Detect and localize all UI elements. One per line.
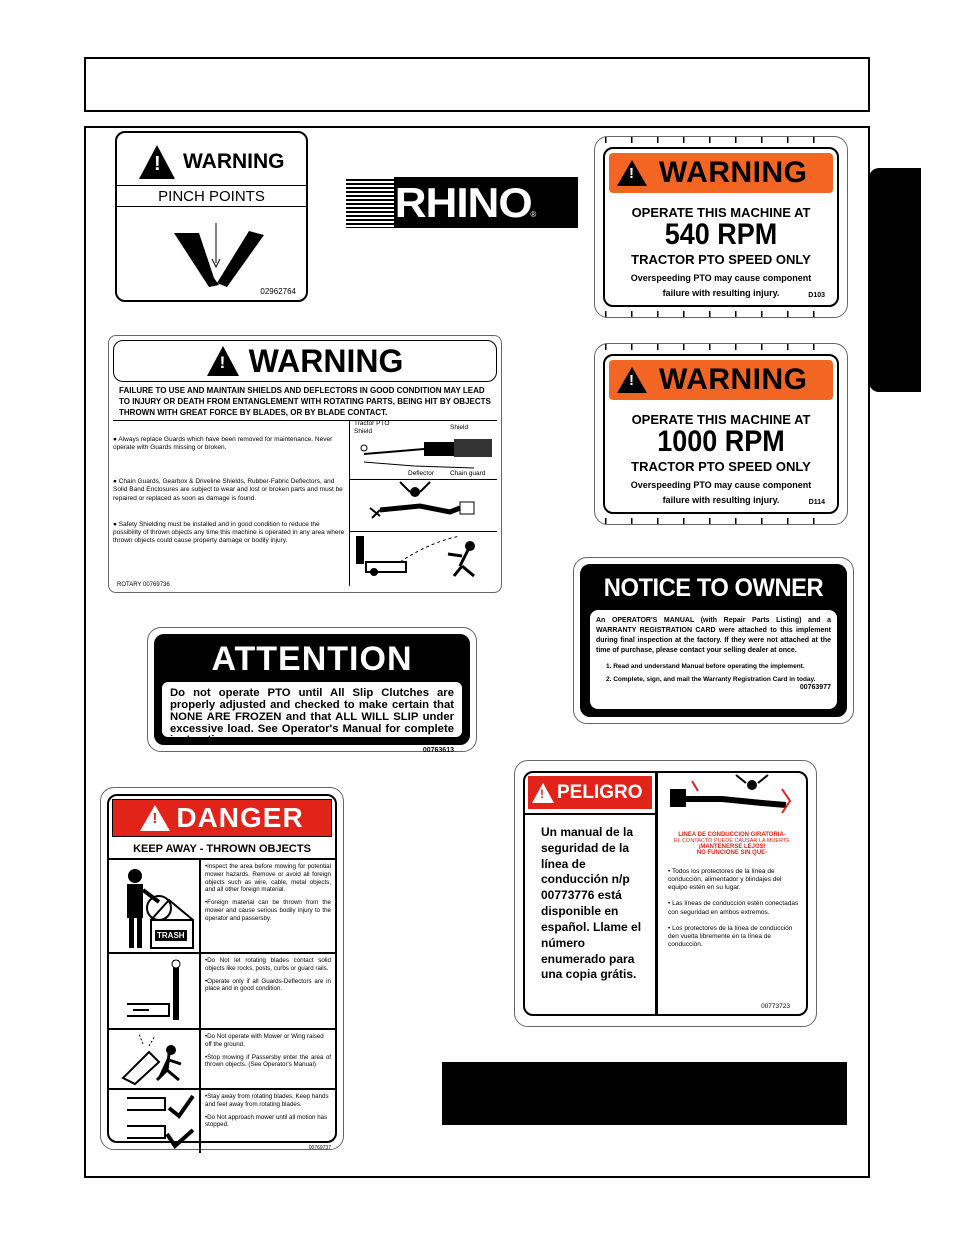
attention-code: 00763613 <box>422 747 454 755</box>
peligro-left-text: Un manual de la seguridad de la línea de conducción n/p 00773776 está disponible en español. Llame el número enumerado para una copia grátis. <box>541 825 642 982</box>
blade-post-icon <box>109 954 201 1030</box>
rpm1000-header: ! WARNING <box>609 360 833 400</box>
logo-stripes <box>346 177 394 228</box>
logo-registered: ® <box>530 210 537 219</box>
peligro-header: ! PELIGRO <box>528 776 652 809</box>
danger-header: ! DANGER <box>112 799 332 837</box>
pinch-code: 02962764 <box>260 287 296 296</box>
rpm1000-line1: OPERATE THIS MACHINE AT <box>631 412 811 427</box>
warning-triangle-icon: ! <box>617 160 647 186</box>
rpm540-decal <box>594 136 848 318</box>
rpm1000-line4: failure with resulting injury. <box>662 495 780 505</box>
peligro-decal: ! PELIGRO Un manual de la seguridad de la línea de conducción n/p 00773776 está disponible en español. Llame el número enumerado para una copia grátis. LINEA DE CONDUCCION GIRATORIA- EL CONTACTO PUEDE CAUSAR LA MUERTE ¡MANTENERSE LEJOS! NO FUNCIONE SIN QUE- • Todos los protectores de la línea de conducción, alimentador y blindajes del equipo estén en su lugar. • Las líneas de conducción estén conectadas con seguridad en ambos extremos. • Los protectores de la línea de conducción den vuelta libremente en la línea de conducción. 00773723 <box>514 760 817 1027</box>
notice-body: An OPERATOR'S MANUAL (with Repair Parts Listing) and a WARRANTY REGISTRATION CARD were attached to this implement during final inspection at the factory. If they were not attached at the time of purchase, please contact your selling dealer at once. <box>596 617 831 655</box>
attention-decal <box>147 627 477 755</box>
peligro-red-3: ¡MANTENERSE LEJOS! <box>698 844 766 850</box>
shield-bullet-2: ● Chain Guards, Gearbox & Driveline Shields, Rubber-Fabric Deflectors, and Solid Band Enclosures are subject to wear and lost or broken parts and must be repaired or replaced as soon as damage is found. <box>113 478 343 502</box>
shield-headline: FAILURE TO USE AND MAINTAIN SHIELDS AND DEFLECTORS IN GOOD CONDITION MAY LEAD TO INJURY OR DEATH FROM ENTANGLEMENT WITH ROTATING PARTS, BEING HIT BY OBJECTS THROWN WITH GREAT FORCE BY BLADES, OR BY BLADE CONTACT. <box>119 386 491 417</box>
trash-label: TRASH <box>157 931 185 940</box>
pinch-point-icon <box>169 223 269 293</box>
hands-feet-icon-cell <box>109 1090 201 1153</box>
post-icon-cell <box>109 954 201 1028</box>
rpm540-code: D103 <box>808 292 825 299</box>
rpm540-line1: OPERATE THIS MACHINE AT <box>631 205 811 220</box>
warning-triangle-icon: ! <box>207 346 239 376</box>
pinch-points-decal <box>115 131 308 302</box>
logo-text: RHINO <box>394 178 532 226</box>
warning-triangle-icon: ! <box>617 367 647 393</box>
danger-code: 00769737 <box>308 1145 331 1151</box>
shield-code: ROTARY 00769736 <box>117 582 170 588</box>
attention-title: ATTENTION <box>211 640 413 678</box>
shield-header: ! WARNING <box>113 340 497 382</box>
shield-bullet-3: ● Safety Shielding must be installed and in good condition to reduce the possibility of thrown objects any time this machine is operated in any area where thrown objects could cause property damage or bodily injury. <box>113 520 345 544</box>
rpm540-line2: TRACTOR PTO SPEED ONLY <box>631 252 811 267</box>
rpm540-rpm: 540 RPM <box>664 218 778 251</box>
notice-item-1: 1. Read and understand Manual before operating the implement. <box>606 662 805 670</box>
notice-title: NOTICE TO OWNER <box>603 574 824 602</box>
danger-subtitle: KEEP AWAY - THROWN OBJECTS <box>133 843 311 855</box>
rhino-logo <box>346 177 578 228</box>
entanglement-icon <box>350 480 490 530</box>
rpm1000-line3: Overspeeding PTO may cause component <box>630 480 812 490</box>
raised-mower-icon <box>109 1030 201 1090</box>
peligro-red-4: NO FUNCIONE SIN QUE- <box>696 850 768 856</box>
attention-body: Do not operate PTO until All Slip Clutches are properly adjusted and checked to make certain that NONE ARE FROZEN and that ALL WILL SLIP under excessive load. See Operator's Manual for complete instructions. <box>170 687 454 747</box>
danger-decal: ! DANGER KEEP AWAY - THROWN OBJECTS TRASH •Inspect the area before mowing for potential mower hazards. Remove or avoid all foreign objects such as wire, cable, metal objects, and all other foreign material. •Foreign material can be thrown from the mower and cause serious bodily injury to the operator and passersby. •Do Not let rotating blades contact solid objects like rocks, posts, curbs or guard rails. •Operate only if all Guards-Deflectors are in place and in good condition. •Do Not operate with Mower or Wing raised off the ground. •Stop mowing if Passersby enter the area of thrown objects. (See Operator's Manual) •Stay away from rotating blades. Keep hands and feet away from rotating blades. •Do Not approach mower until all motion has stopped. 00769737 <box>100 787 344 1150</box>
driveline-entanglement-icon <box>662 775 802 825</box>
notice-decal <box>573 557 854 724</box>
pto-shield-icon <box>354 434 494 474</box>
black-caption-block <box>442 1062 847 1125</box>
notice-code: 00763977 <box>799 683 831 691</box>
rpm540-line4: failure with resulting injury. <box>662 288 780 298</box>
rpm1000-rpm: 1000 RPM <box>657 425 785 458</box>
raised-wing-icon-cell <box>109 1030 201 1088</box>
header-box <box>84 57 870 112</box>
pinch-title: WARNING <box>183 150 285 173</box>
shield-bullet-1: ● Always replace Guards which have been removed for maintenance. Never operate with Guards missing or broken. <box>113 436 333 452</box>
rpm1000-line2: TRACTOR PTO SPEED ONLY <box>631 459 811 474</box>
shield-diagram-panel: Tractor PTO Shield Shield Deflector Chain guard <box>349 420 497 586</box>
warning-triangle-icon: ! <box>140 805 170 831</box>
rpm540-header: ! WARNING <box>609 153 833 193</box>
rpm1000-code: D114 <box>808 499 825 506</box>
shield-warning-decal <box>108 335 502 593</box>
peligro-red-1: LINEA DE CONDUCCION GIRATORIA- <box>678 832 786 838</box>
peligro-code: 00773723 <box>761 1003 790 1010</box>
rpm540-line3: Overspeeding PTO may cause component <box>630 273 812 283</box>
warning-triangle-icon: ! <box>139 145 175 179</box>
inspect-icon-cell <box>109 860 201 952</box>
pinch-subtitle: PINCH POINTS <box>158 187 265 205</box>
thrown-objects-icon <box>350 532 490 582</box>
hand-foot-blade-icon <box>109 1090 201 1153</box>
warning-triangle-icon: ! <box>532 783 554 803</box>
notice-item-2: 2. Complete, sign, and mail the Warranty Registration Card in today. <box>606 675 816 683</box>
section-tab[interactable] <box>869 168 921 392</box>
peligro-red-2: EL CONTACTO PUEDE CAUSAR LA MUERTE <box>674 838 790 844</box>
rpm1000-decal <box>594 343 848 525</box>
